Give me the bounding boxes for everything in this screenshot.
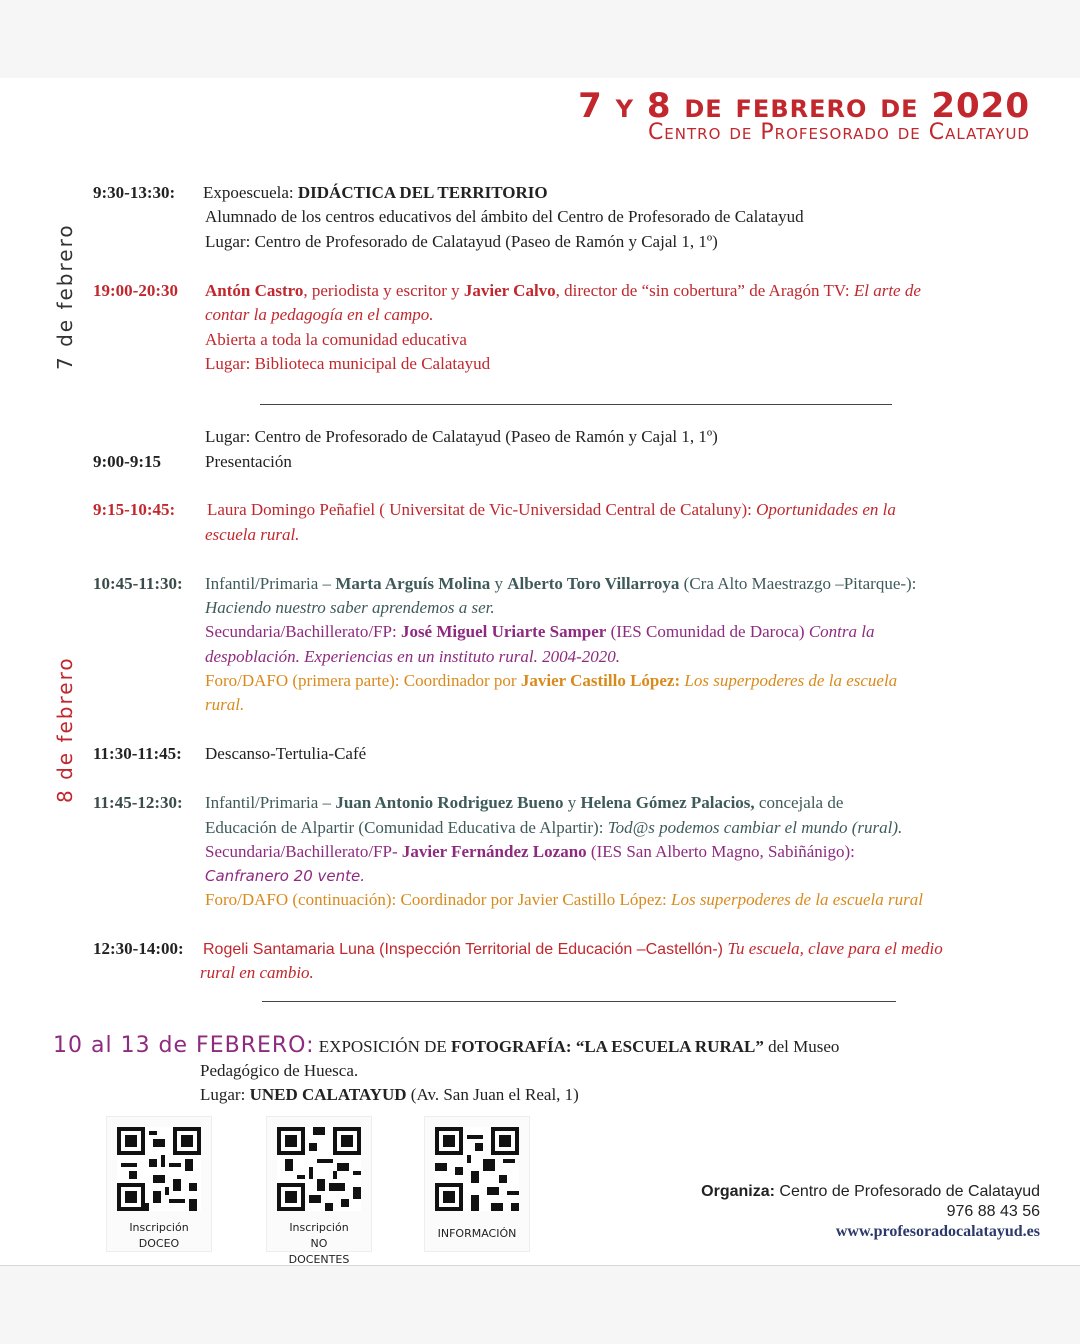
place-label: Lugar: — [200, 1085, 250, 1104]
organizer-block — [701, 1182, 1040, 1242]
event-venue-title: Centro de Profesorado de Calatayud — [647, 120, 1030, 145]
affiliation: (IES San Alberto Magno, Sabiñánigo): — [586, 842, 855, 861]
day2-event3-talk-c — [205, 694, 244, 716]
level-label: Infantil/Primaria – — [205, 574, 336, 593]
level-label: Secundaria/Bachillerato/FP: — [205, 622, 401, 641]
event-date-title: 7 y 8 de febrero de 2020 — [578, 86, 1030, 126]
talk-title: rural en cambio. — [200, 963, 314, 982]
qr-label: Inscripción — [289, 1221, 349, 1234]
time-slot: 11:45-12:30: — [93, 793, 183, 812]
day2-event5-line-b — [205, 841, 855, 863]
speaker-role: concejala de — [754, 793, 844, 812]
speaker-name: Javier Castillo López: — [520, 671, 681, 690]
conjunction: y — [563, 793, 581, 812]
divider — [262, 1001, 896, 1002]
time-slot: 19:00-20:30 — [93, 281, 178, 300]
exhibition-organizer: del Museo — [763, 1037, 840, 1056]
place-address: (Av. San Juan el Real, 1) — [406, 1085, 579, 1104]
day2-event5-line1 — [93, 792, 844, 814]
day1-event1-line1 — [93, 182, 548, 204]
talk-title: Tu escuela, clave para el medio — [727, 939, 943, 958]
day1-event2-talk — [205, 304, 434, 326]
talk-title: Los superpoderes de la escuela — [680, 671, 898, 690]
talk-title: Contra la — [808, 622, 875, 641]
speaker-name: Laura Domingo Peñafiel ( Universitat de Vic-Universidad Central de Cataluny): — [207, 500, 752, 519]
qr-code-icon[interactable] — [277, 1127, 361, 1211]
qr-card-registration-non-teachers[interactable] — [266, 1116, 372, 1266]
time-slot: 10:45-11:30: — [93, 574, 183, 593]
day2-event6-line1 — [93, 938, 943, 960]
time-slot: 12:30-14:00: — [93, 939, 184, 958]
talk-title: contar la pedagogía en el campo. — [205, 305, 434, 324]
talk-title: Canfranero 20 vente. — [205, 867, 366, 885]
event-prefix: Expoescuela: — [203, 183, 294, 202]
bottom-band — [0, 1265, 1080, 1344]
day1-event1-place: Lugar: Centro de Profesorado de Calatayud (Paseo de Ramón y Cajal 1, 1º) — [205, 232, 718, 251]
speaker-name: Javier Calvo — [463, 281, 556, 300]
talk-title: escuela rural. — [205, 525, 300, 544]
affiliation: Educación de Alpartir (Comunidad Educativa de Alpartir): — [205, 818, 608, 837]
day1-event2-place: Lugar: Biblioteca municipal de Calatayud — [205, 354, 491, 373]
talk-title: El arte de — [853, 281, 921, 300]
speaker-name: José Miguel Uriarte Samper — [400, 622, 607, 641]
day2-place: Lugar: Centro de Profesorado de Calatayud (Paseo de Ramón y Cajal 1, 1º) — [205, 427, 718, 446]
qr-label: DOCENTES — [288, 1253, 350, 1266]
event-title: DIDÁCTICA DEL TERRITORIO — [297, 183, 548, 202]
day2-event1 — [93, 451, 292, 473]
day2-event5-line2 — [205, 817, 902, 839]
qr-card-information[interactable] — [424, 1116, 530, 1252]
day2-event3-talk-a — [205, 597, 495, 619]
organizer-phone: 976 88 43 56 — [946, 1203, 1040, 1220]
exhibition-line2: Pedagógico de Huesca. — [200, 1061, 359, 1080]
organizer-line — [701, 1182, 1040, 1202]
talk-title: Los superpoderes de la escuela rural — [671, 890, 923, 909]
day2-label: 8 de febrero — [53, 656, 77, 803]
qr-label: NO — [310, 1237, 328, 1250]
time-slot: 9:30-13:30: — [93, 183, 176, 202]
day2-event5-line-c — [205, 889, 923, 911]
organizer-website-link[interactable]: www.profesoradocalatayud.es — [835, 1223, 1040, 1240]
day2-event4 — [93, 743, 367, 765]
divider — [260, 404, 892, 405]
exhibition-dates: 10 al 13 de FEBRERO: — [53, 1033, 315, 1058]
exhibition-place — [200, 1084, 579, 1106]
time-slot: 9:15-10:45: — [93, 500, 176, 519]
qr-card-registration-teachers[interactable] — [106, 1116, 212, 1252]
time-slot: 11:30-11:45: — [93, 744, 182, 763]
level-label: Secundaria/Bachillerato/FP- — [205, 842, 402, 861]
day1-event2-audience: Abierta a toda la comunidad educativa — [205, 330, 467, 349]
qr-label: DOCEO — [138, 1237, 180, 1250]
speaker-name: Alberto Toro Villarroya — [507, 574, 680, 593]
speaker-name: Juan Antonio Rodriguez Bueno — [335, 793, 564, 812]
speaker-name: Rogeli Santamaria Luna (Inspección Territorial de Educación –Castellón-) — [203, 941, 728, 958]
event-text: Presentación — [205, 452, 292, 471]
day1-label: 7 de febrero — [53, 223, 77, 370]
speaker-name: Helena Gómez Palacios, — [580, 793, 755, 812]
affiliation: (Cra Alto Maestrazgo –Pitarque-): — [679, 574, 917, 593]
day2-event3-talk-b — [205, 646, 620, 668]
place-name: UNED CALATAYUD — [249, 1085, 407, 1104]
speaker-name: Marta Arguís Molina — [335, 574, 491, 593]
qr-label: INFORMACIÓN — [437, 1227, 517, 1240]
speaker-name: Javier Fernández Lozano — [401, 842, 587, 861]
day2-event5-talk-b — [205, 865, 365, 887]
talk-title: Tod@s podemos cambiar el mundo (rural). — [607, 818, 903, 837]
talk-title: Haciendo nuestro saber aprendemos a ser. — [205, 598, 495, 617]
organizer-name: Centro de Profesorado de Calatayud — [774, 1183, 1040, 1200]
talk-title: Oportunidades en la — [756, 500, 896, 519]
speaker-role: , director de “sin cobertura” de Aragón TV: — [555, 281, 854, 300]
day2-event2-line1 — [93, 499, 896, 521]
qr-code-icon[interactable] — [435, 1127, 519, 1211]
speaker-role: , periodista y escritor y — [303, 281, 464, 300]
day2-event3-line-b — [205, 621, 875, 643]
exhibition-title: FOTOGRAFÍA: “LA ESCUELA RURAL” — [451, 1037, 764, 1056]
day1-event2-line1 — [93, 280, 921, 302]
qr-label: Inscripción — [129, 1221, 189, 1234]
exhibition-type: EXPOSICIÓN DE — [314, 1037, 452, 1056]
day1-event1-audience: Alumnado de los centros educativos del ámbito del Centro de Profesorado de Calatayud — [205, 207, 804, 226]
qr-code-icon[interactable] — [117, 1127, 201, 1211]
talk-title: rural. — [205, 695, 245, 714]
time-slot: 9:00-9:15 — [93, 452, 161, 471]
talk-title: despoblación. Experiencias en un instituto rural. 2004-2020. — [205, 647, 621, 666]
affiliation: (IES Comunidad de Daroca) — [606, 622, 809, 641]
forum-label: Foro/DAFO (continuación): Coordinador por Javier Castillo López: — [205, 890, 671, 909]
day2-event3-line-c — [205, 670, 897, 692]
speaker-name: Antón Castro — [205, 281, 304, 300]
forum-label: Foro/DAFO (primera parte): Coordinador por — [205, 671, 521, 690]
organizer-label: Organiza: — [701, 1183, 775, 1200]
event-text: Descanso-Tertulia-Café — [205, 744, 367, 763]
level-label: Infantil/Primaria – — [205, 793, 336, 812]
day2-event2-talk — [205, 524, 299, 546]
exhibition-line1 — [53, 1033, 839, 1058]
conjunction: y — [490, 574, 508, 593]
day2-event6-talk — [200, 962, 314, 984]
day2-event3-line1 — [93, 573, 917, 595]
